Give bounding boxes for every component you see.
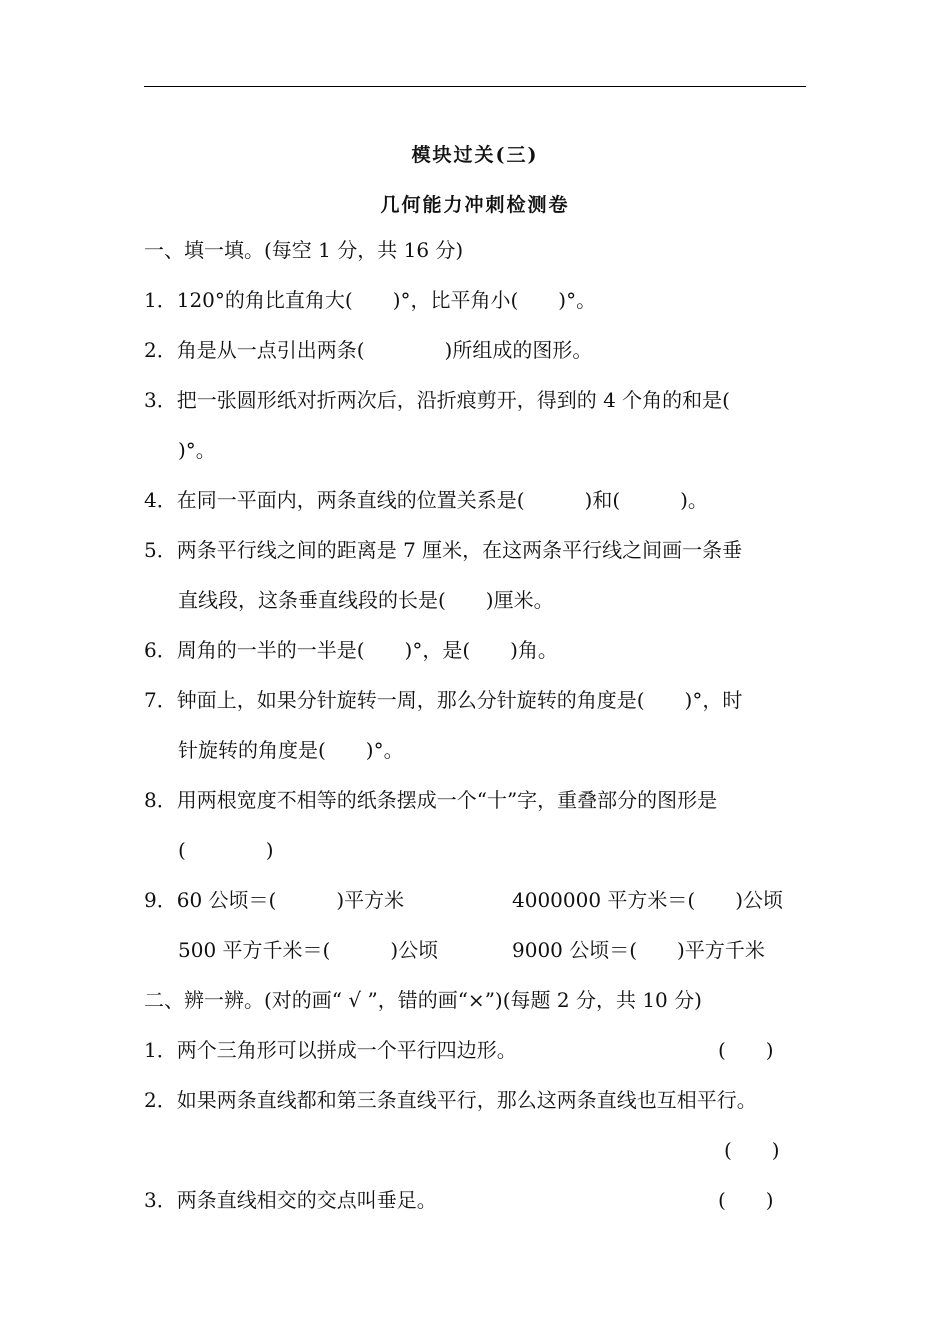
question-1-8-answer-blank: ( ) [178, 838, 274, 862]
question-1-3: 3．把一张圆形纸对折两次后，沿折痕剪开，得到的 4 个角的和是( [144, 388, 730, 412]
question-1-9-part-d: 9000 公顷＝( )平方千米 [512, 938, 765, 962]
question-2-2-mark: ( ) [724, 1138, 780, 1162]
question-2-1: 1．两个三角形可以拼成一个平行四边形。 [144, 1038, 517, 1062]
section1-heading: 一、填一填。(每空 1 分，共 16 分) [144, 238, 464, 262]
question-1-2: 2．角是从一点引出两条( )所组成的图形。 [144, 338, 593, 362]
question-1-9-part-c: 500 平方千米＝( )公顷 [178, 938, 439, 962]
section2-heading: 二、辨一辨。(对的画“ √ ”，错的画“×”)(每题 2 分，共 10 分) [144, 988, 702, 1012]
question-2-2: 2．如果两条直线都和第三条直线平行，那么这两条直线也互相平行。 [144, 1088, 757, 1112]
question-1-9-part-a: 9．60 公顷＝( )平方米 [144, 888, 405, 912]
question-1-9-part-b: 4000000 平方米＝( )公顷 [512, 888, 784, 912]
question-2-3-mark: ( ) [718, 1188, 774, 1212]
question-1-6: 6．周角的一半的一半是( )°，是( )角。 [144, 638, 558, 662]
question-1-1: 1．120°的角比直角大( )°，比平角小( )°。 [144, 288, 597, 312]
question-1-7: 7．钟面上，如果分针旋转一周，那么分针旋转的角度是( )°，时 [144, 688, 743, 712]
top-rule [144, 86, 806, 87]
question-1-7-continued: 针旋转的角度是( )°。 [178, 738, 404, 762]
question-1-5-continued: 直线段，这条垂直线段的长是( )厘米。 [178, 588, 554, 612]
question-2-1-mark: ( ) [718, 1038, 774, 1062]
question-1-4: 4．在同一平面内，两条直线的位置关系是( )和( )。 [144, 488, 708, 512]
page-title: 模块过关(三) [411, 144, 539, 166]
question-1-5: 5．两条平行线之间的距离是 7 厘米，在这两条平行线之间画一条垂 [144, 538, 743, 562]
page-subtitle: 几何能力冲刺检测卷 [380, 194, 570, 216]
question-1-8: 8．用两根宽度不相等的纸条摆成一个“十”字，重叠部分的图形是 [144, 788, 718, 812]
question-1-3-continued: )°。 [178, 438, 216, 462]
question-2-3: 3．两条直线相交的交点叫垂足。 [144, 1188, 437, 1212]
